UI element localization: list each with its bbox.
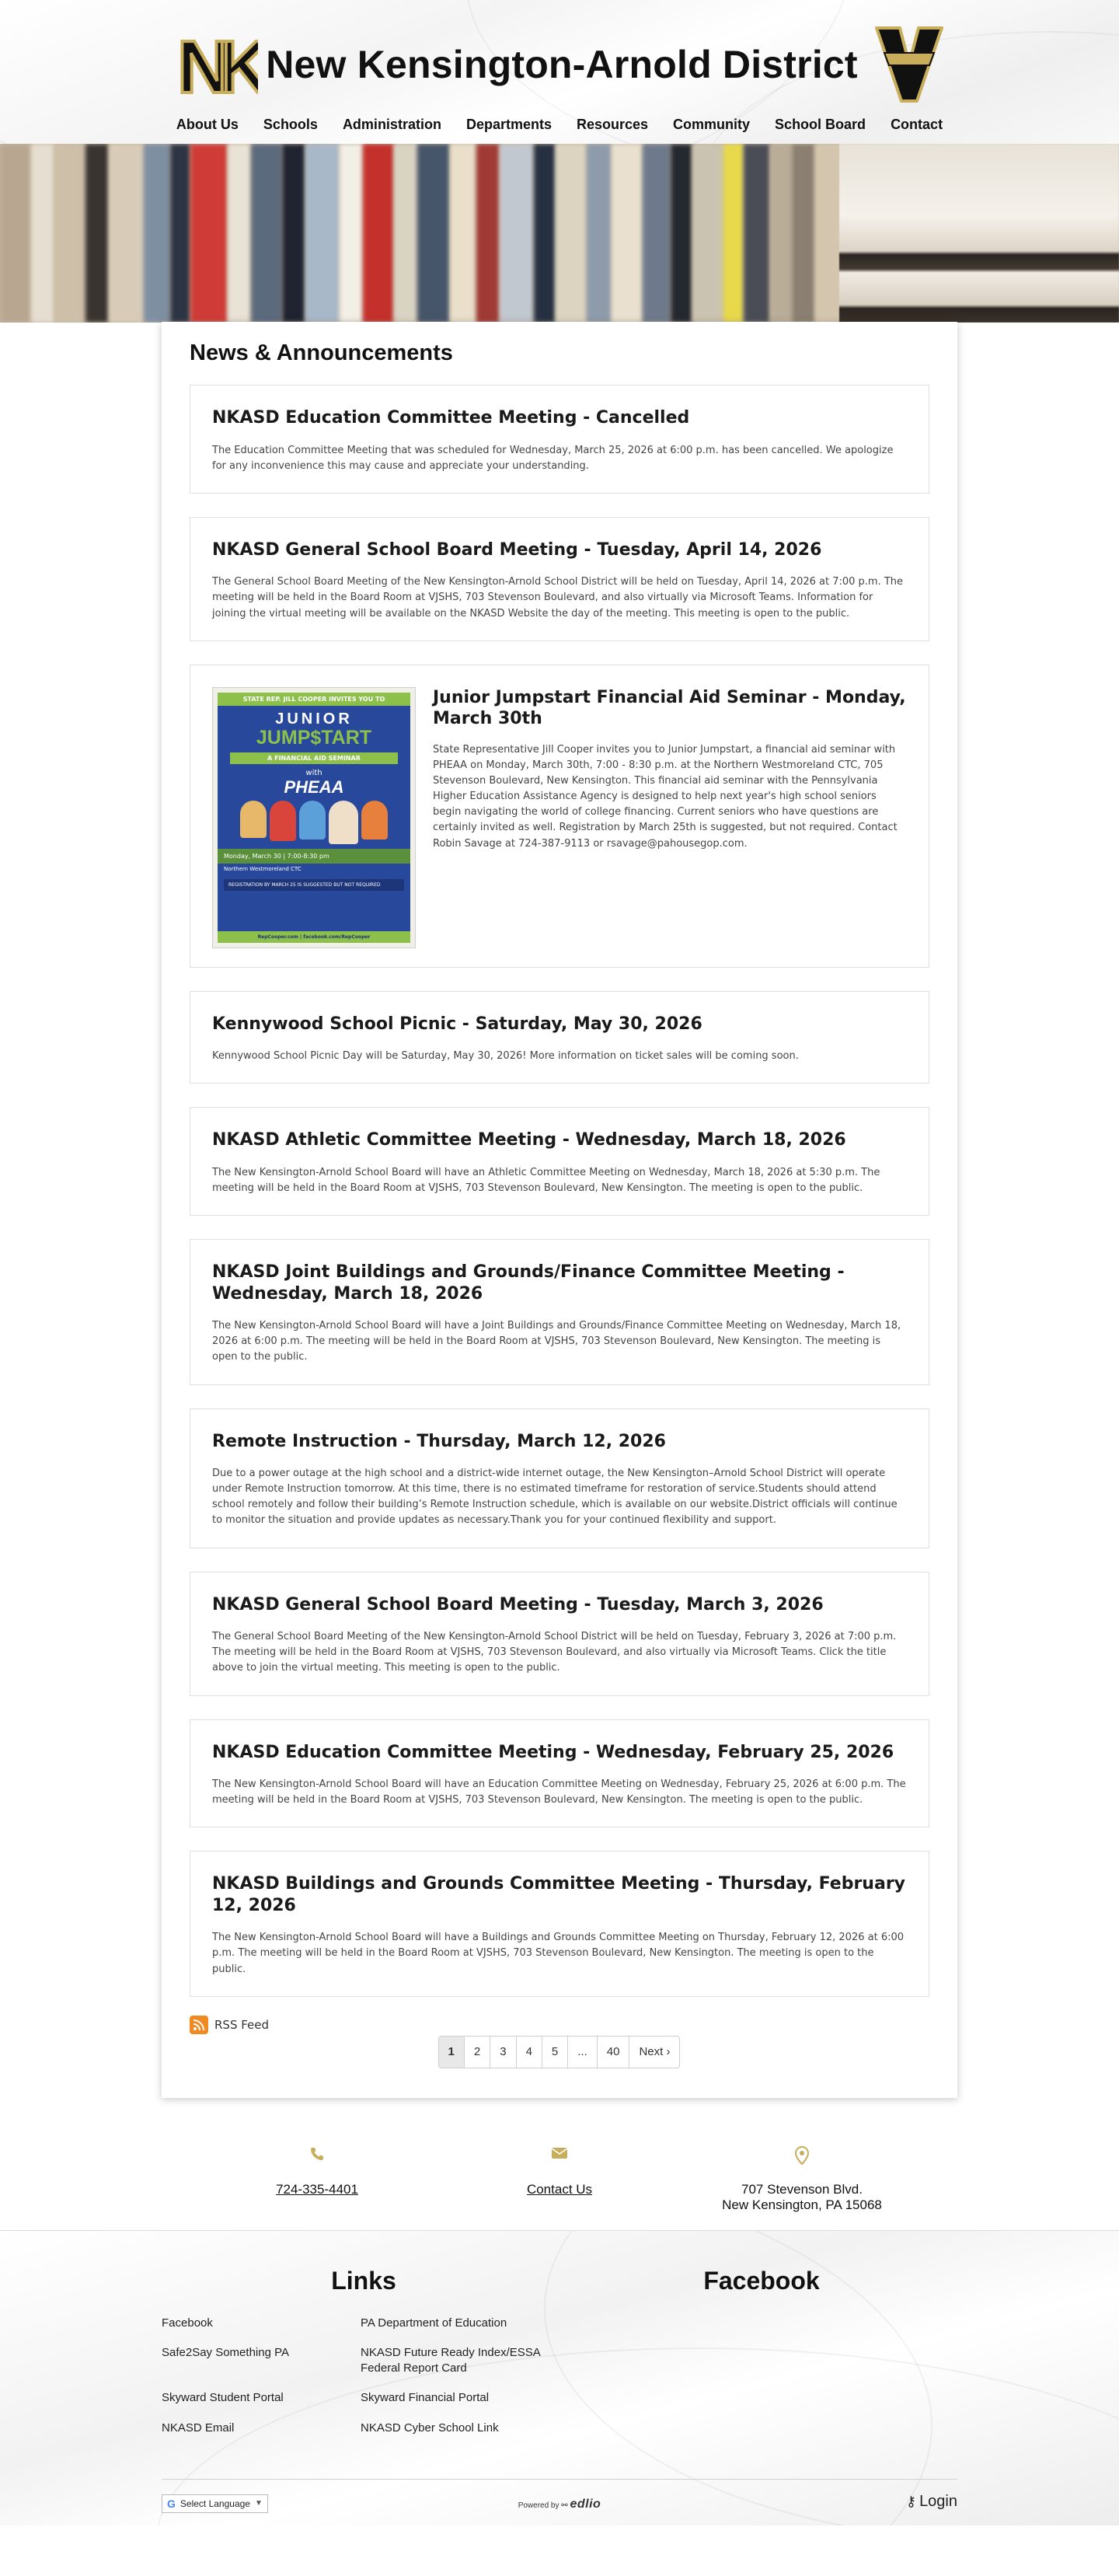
flyer-people — [218, 801, 410, 844]
google-icon: G — [167, 2497, 176, 2510]
news-item-body: The New Kensington-Arnold School Board will have a Joint Buildings and Grounds/Finance Committee Meeting on Wednesday, March 18, 2026 at 6:00 p.m. The meeting will be held in the Board Room at VJSHS, 703 Stevenson Boulevard, New Kensington. The meeting is open to the public. — [212, 1320, 901, 1363]
nav-administration[interactable]: Administration — [342, 117, 441, 132]
news-item-content — [433, 687, 907, 948]
news-item — [190, 1239, 929, 1384]
link-cyber-school[interactable]: NKASD Cyber School Link — [361, 2421, 499, 2435]
page-5[interactable]: 5 — [542, 2036, 568, 2068]
news-item-title[interactable]: NKASD General School Board Meeting - Tuesday, March 3, 2026 — [212, 1594, 824, 1614]
news-item-title[interactable]: NKASD Education Committee Meeting - Cancelled — [212, 408, 690, 428]
select-language-label: Select Language — [180, 2497, 250, 2509]
envelope-icon — [451, 2146, 668, 2165]
link-skyward-financial[interactable]: Skyward Financial Portal — [361, 2391, 490, 2405]
login-link[interactable] — [906, 2493, 957, 2511]
rss-label: RSS Feed — [214, 2017, 270, 2032]
link-skyward-student[interactable]: Skyward Student Portal — [162, 2391, 284, 2405]
phone-icon — [208, 2146, 426, 2165]
news-item-body: The General School Board Meeting of the New Kensington-Arnold School District will be held on Tuesday, April 14, 2026 at 7:00 p.m. The meeting will be held in the Board Room at VJSHS, 703 Stevenson Boulevard, and also virtually via Microsoft Teams. Information for joining the virtual meeting will be available on the NKASD Website the day of the meeting. This meeting is open to the public. — [212, 576, 904, 620]
page-4[interactable]: 4 — [516, 2036, 542, 2068]
news-item — [190, 1719, 929, 1828]
facebook-title: Facebook — [703, 2266, 820, 2295]
nav-about-us[interactable]: About Us — [176, 117, 239, 132]
nav-resources[interactable]: Resources — [576, 117, 649, 132]
news-item-title[interactable]: NKASD Athletic Committee Meeting - Wednesday, March 18, 2026 — [212, 1130, 846, 1150]
news-item — [190, 1851, 929, 1996]
news-item-title[interactable]: NKASD Education Committee Meeting - Wednesday, February 25, 2026 — [212, 1742, 894, 1762]
flyer-site: RepCooper.com | facebook.com/RepCooper — [218, 931, 410, 943]
nav-contact[interactable]: Contact — [891, 117, 943, 132]
chevron-down-icon: ▼ — [254, 2499, 263, 2508]
flyer-line3: A FINANCIAL AID SEMINAR — [230, 752, 398, 764]
news-item-title[interactable]: NKASD Buildings and Grounds Committee Meeting - Thursday, February 12, 2026 — [212, 1874, 906, 1915]
footer-bottom-bar — [0, 2479, 1119, 2525]
flyer-reg: REGISTRATION BY MARCH 25 IS SUGGESTED BUT NOT REQUIRED — [224, 879, 404, 891]
news-item-image[interactable] — [212, 687, 416, 948]
page-3[interactable]: 3 — [490, 2036, 516, 2068]
news-item-title[interactable]: Kennywood School Picnic - Saturday, May 30, 2026 — [212, 1014, 702, 1034]
nav-community[interactable]: Community — [673, 117, 751, 132]
link-pa-education[interactable]: PA Department of Education — [361, 2316, 507, 2330]
news-item-title[interactable]: NKASD General School Board Meeting - Tuesday, April 14, 2026 — [212, 539, 822, 560]
svg-text:NK: NK — [177, 26, 257, 103]
flyer-date: Monday, March 30 | 7:00-8:30 pm — [218, 849, 410, 864]
link-facebook[interactable]: Facebook — [162, 2316, 213, 2330]
news-item — [190, 385, 929, 494]
news-item-body: Due to a power outage at the high school and a district-wide internet outage, the New Kensington–Arnold School District will operate under Remote Instruction tomorrow. At this time, there is no estimated timeframe for restoration of service.Students should attend school remotely and follow their building’s Remote Instruction schedule, which is available on our website.District officials will continue to monitor the situation and provide updates as necessary.Thank you for your continued flexibility and support. — [212, 1468, 898, 1527]
facebook-column — [566, 2267, 957, 2436]
news-card — [162, 322, 957, 2098]
contact-address — [693, 2146, 911, 2213]
news-item — [190, 665, 929, 968]
news-item — [190, 991, 929, 1084]
news-item-body: The New Kensington-Arnold School Board will have an Education Committee Meeting on Wednesday, February 25, 2026 at 6:00 p.m. The meeting will be held in the Board Room at VJSHS, 703 Stevenson Boulevard, New Kensington. The meeting is open to the public. — [212, 1778, 906, 1806]
flyer-place: Northern Westmoreland CTC — [224, 865, 302, 872]
address-line2: New Kensington, PA 15068 — [722, 2197, 882, 2212]
edlio-brand: edlio — [570, 2497, 601, 2511]
flyer-top: STATE REP. JILL COOPER INVITES YOU TO — [218, 693, 410, 706]
flyer-line1: JUNIOR — [275, 710, 353, 728]
nav-schools[interactable]: Schools — [263, 117, 318, 132]
link-safe2say[interactable]: Safe2Say Something PA — [162, 2345, 289, 2359]
news-item — [190, 1408, 929, 1548]
site-footer — [0, 2230, 1119, 2525]
news-item — [190, 1107, 929, 1216]
pagination — [190, 2036, 929, 2068]
contact-phone — [208, 2146, 426, 2213]
v-logo[interactable] — [873, 22, 945, 107]
contact-email — [451, 2146, 668, 2213]
links-list — [162, 2316, 566, 2436]
news-item-body: The Education Committee Meeting that was scheduled for Wednesday, March 25, 2026 at 6:00 p.m. has been cancelled. We apologize for any inconvenience this may cause and appreciate your understanding. — [212, 444, 894, 472]
page-ellipsis: ... — [567, 2036, 598, 2068]
site-title[interactable]: New Kensington-Arnold District — [266, 43, 858, 86]
news-section-title: News & Announcements — [190, 340, 453, 365]
news-item-body: The General School Board Meeting of the New Kensington-Arnold School District will be held on Tuesday, February 3, 2026 at 7:00 p.m. The meeting will be held in the Board Room at VJSHS, 703 Stevenson Boulevard, and also virtually via Microsoft Teams. Click the title above to join the virtual meeting. This meeting is open to the public. — [212, 1631, 897, 1674]
links-title: Links — [331, 2266, 396, 2295]
news-item-title[interactable]: Junior Jumpstart Financial Aid Seminar - Monday, March 30th — [433, 687, 906, 729]
flyer-line2: JUMP$TART — [256, 726, 372, 749]
news-item-body: State Representative Jill Cooper invites you to Junior Jumpstart, a financial aid seminar with PHEAA on Monday, March 30th, 7:00 - 8:30 p.m. at the Northern Westmoreland CTC, 705 Stevenson Boulevard, New Kensington. This financial aid seminar with the Pennsylvania Higher Education Assistance Agency is designed to help next year's high school seniors begin navigating the world of college financing. Current seniors who have questions are certainly invited as well. Registration by March 25th is suggested, but not required. Contact Robin Savage at 724-387-9113 or rsavage@pahousegop.com. — [433, 743, 898, 850]
page-1[interactable]: 1 — [438, 2036, 465, 2068]
phone-link[interactable]: 724-335-4401 — [276, 2181, 358, 2197]
links-column — [162, 2267, 566, 2436]
address-line1: 707 Stevenson Blvd. — [741, 2181, 863, 2197]
footer-divider — [162, 2479, 957, 2480]
news-item — [190, 517, 929, 641]
flyer-pheaa: PHEAA — [284, 777, 344, 797]
jumpstart-flyer — [218, 693, 410, 943]
nk-logo[interactable] — [174, 26, 258, 103]
nav-departments[interactable]: Departments — [465, 117, 552, 132]
page-2[interactable]: 2 — [464, 2036, 490, 2068]
login-label: Login — [919, 2492, 957, 2510]
news-item-title[interactable]: Remote Instruction - Thursday, March 12, 2026 — [212, 1431, 666, 1451]
rss-icon — [190, 2016, 208, 2034]
news-item-title[interactable]: NKASD Joint Buildings and Grounds/Finance Committee Meeting - Wednesday, March 18, 2026 — [212, 1262, 845, 1304]
site-header — [0, 0, 1119, 144]
news-item — [190, 1572, 929, 1696]
link-nkasd-email[interactable]: NKASD Email — [162, 2421, 235, 2435]
brand — [0, 22, 1119, 107]
news-item-body: The New Kensington-Arnold School Board will have a Buildings and Grounds Committee Meeting on Thursday, February 12, 2026 at 6:00 p.m. The meeting will be held in the Board Room at VJSHS, 703 Stevenson Boulevard, New Kensington. The meeting is open to the public. — [212, 1932, 905, 1975]
edlio-logo-icon: ⚯ — [561, 2501, 568, 2510]
next-page-button[interactable]: Next › — [629, 2036, 680, 2068]
main-nav — [0, 117, 1119, 133]
rss-feed-link[interactable] — [190, 2016, 929, 2034]
news-item-body: Kennywood School Picnic Day will be Saturday, May 30, 2026! More information on ticket sales will be coming soon. — [212, 1050, 799, 1063]
powered-by-label: Powered by — [518, 2501, 560, 2510]
news-item-body: The New Kensington-Arnold School Board will have an Athletic Committee Meeting on Wednesday, March 18, 2026 at 5:30 p.m. The meeting will be held in the Board Room at VJSHS, 703 Stevenson Boulevard, New Kensington. The meeting is open to the public. — [212, 1166, 880, 1194]
hero-banner — [0, 144, 1119, 323]
footer-columns — [162, 2231, 957, 2436]
map-pin-icon — [693, 2146, 911, 2165]
nav-school-board[interactable]: School Board — [775, 117, 866, 132]
contact-strip — [162, 2146, 957, 2213]
flyer-with: with — [305, 768, 322, 777]
key-icon: ⚷ — [905, 2493, 917, 2509]
link-future-ready[interactable]: NKASD Future Ready Index/ESSA Federal Report Card — [361, 2345, 540, 2375]
book-stack — [839, 144, 1119, 323]
page-40[interactable]: 40 — [597, 2036, 630, 2068]
contact-us-link[interactable]: Contact Us — [526, 2181, 593, 2197]
